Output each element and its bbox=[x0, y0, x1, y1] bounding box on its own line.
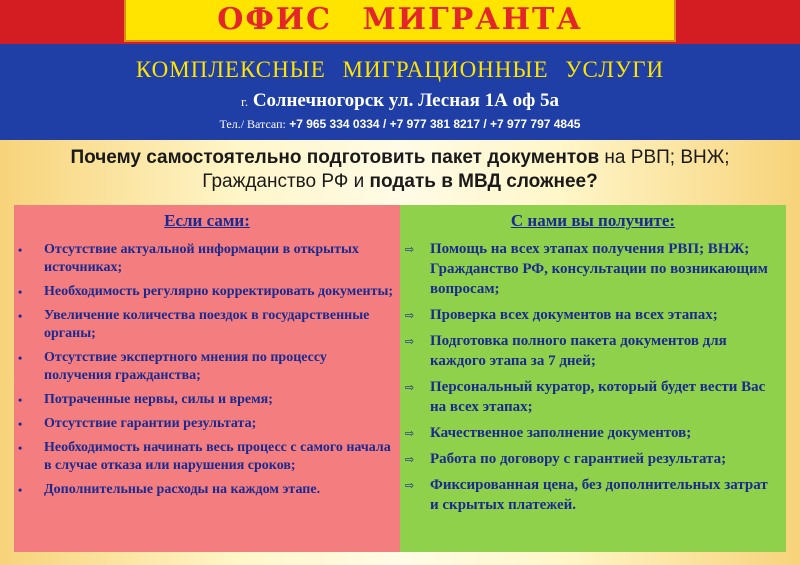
list-item-text: Необходимость начинать весь процесс с самого начала в случае отказа или нарушения сроков; bbox=[44, 440, 391, 473]
list-item-text: Фиксированная цена, без дополнительных затрат и скрытых платежей. bbox=[430, 477, 768, 513]
bullet-icon: • bbox=[18, 441, 23, 455]
page-title: ОФИС МИГРАНТА bbox=[217, 2, 583, 37]
panel-right-heading: С нами вы получите: bbox=[510, 211, 676, 230]
phones bbox=[0, 117, 800, 132]
panel-left-heading: Если сами: bbox=[164, 211, 250, 230]
list-item bbox=[400, 377, 786, 417]
arrow-icon: ⇨ bbox=[405, 454, 415, 466]
list-item bbox=[400, 331, 786, 371]
list-item-text: Качественное заполнение документов; bbox=[430, 425, 692, 441]
bullet-icon: • bbox=[18, 417, 23, 431]
list-item-text: Работа по договору с гарантией результата; bbox=[430, 451, 727, 467]
bullet-icon: • bbox=[18, 483, 23, 497]
list-item bbox=[400, 305, 786, 325]
list-item-text: Подготовка полного пакета документов для каждого этапа за 7 дней; bbox=[430, 333, 727, 369]
list-item-text: Проверка всех документов на всех этапах; bbox=[430, 307, 718, 323]
list-item-text: Потраченные нервы, силы и время; bbox=[44, 392, 273, 407]
subtitle: КОМПЛЕКСНЫЕ МИГРАЦИОННЫЕ УСЛУГИ bbox=[135, 57, 665, 82]
list-item bbox=[14, 241, 400, 277]
bullet-icon: • bbox=[18, 285, 23, 299]
list-item bbox=[400, 423, 786, 443]
list-item-text: Увеличение количества поездок в государственные органы; bbox=[44, 308, 370, 341]
question-heading bbox=[0, 146, 800, 194]
list-item-text: Отсутствие гарантии результата; bbox=[44, 416, 257, 431]
title-box bbox=[124, 0, 676, 42]
bullet-icon: • bbox=[18, 243, 23, 257]
list-item bbox=[400, 475, 786, 515]
list-item-text: Персональный куратор, который будет вести Вас на всех этапах; bbox=[430, 379, 766, 415]
address-text: Солнечногорск ул. Лесная 1А оф 5а bbox=[252, 90, 560, 111]
header-band bbox=[0, 0, 800, 140]
question-part2: на РВП; ВНЖ; bbox=[599, 147, 730, 168]
phone-label: Тел./ Ватсап: bbox=[219, 117, 286, 131]
arrow-icon: ⇨ bbox=[405, 244, 415, 256]
list-item bbox=[14, 283, 400, 301]
list-item-text: Отсутствие экспертного мнения по процессу получения гражданства; bbox=[44, 350, 327, 383]
arrow-icon: ⇨ bbox=[405, 382, 415, 394]
list-item bbox=[14, 439, 400, 475]
bullet-icon: • bbox=[18, 393, 23, 407]
city-prefix: г. bbox=[240, 94, 249, 109]
question-part3: Гражданство РФ и bbox=[202, 171, 370, 192]
right-list bbox=[400, 239, 786, 515]
left-list bbox=[14, 241, 400, 499]
list-item bbox=[14, 481, 400, 499]
arrow-icon: ⇨ bbox=[405, 310, 415, 322]
list-item bbox=[14, 391, 400, 409]
list-item bbox=[14, 307, 400, 343]
panel-with-us bbox=[400, 205, 786, 552]
list-item-text: Помощь на всех этапах получения РВП; ВНЖ; Гражданство РФ, консультации по возникающим вопросам; bbox=[430, 241, 768, 297]
arrow-icon: ⇨ bbox=[405, 336, 415, 348]
list-item-text: Необходимость регулярно корректировать документы; bbox=[44, 284, 394, 299]
list-item bbox=[400, 239, 786, 299]
arrow-icon: ⇨ bbox=[405, 480, 415, 492]
list-item bbox=[14, 349, 400, 385]
list-item-text: Отсутствие актуальной информации в открытых источниках; bbox=[44, 242, 359, 275]
list-item-text: Дополнительные расходы на каждом этапе. bbox=[44, 482, 321, 497]
arrow-icon: ⇨ bbox=[405, 428, 415, 440]
question-part1: Почему самостоятельно подготовить пакет документов bbox=[70, 147, 600, 168]
address bbox=[0, 90, 800, 112]
phone-numbers: +7 965 334 0334 / +7 977 381 8217 / +7 977 797 4845 bbox=[289, 117, 581, 131]
question-part4: подать в МВД сложнее? bbox=[369, 171, 598, 192]
bullet-icon: • bbox=[18, 351, 23, 365]
bullet-icon: • bbox=[18, 309, 23, 323]
list-item bbox=[400, 449, 786, 469]
list-item bbox=[14, 415, 400, 433]
panel-if-yourself bbox=[14, 205, 400, 552]
